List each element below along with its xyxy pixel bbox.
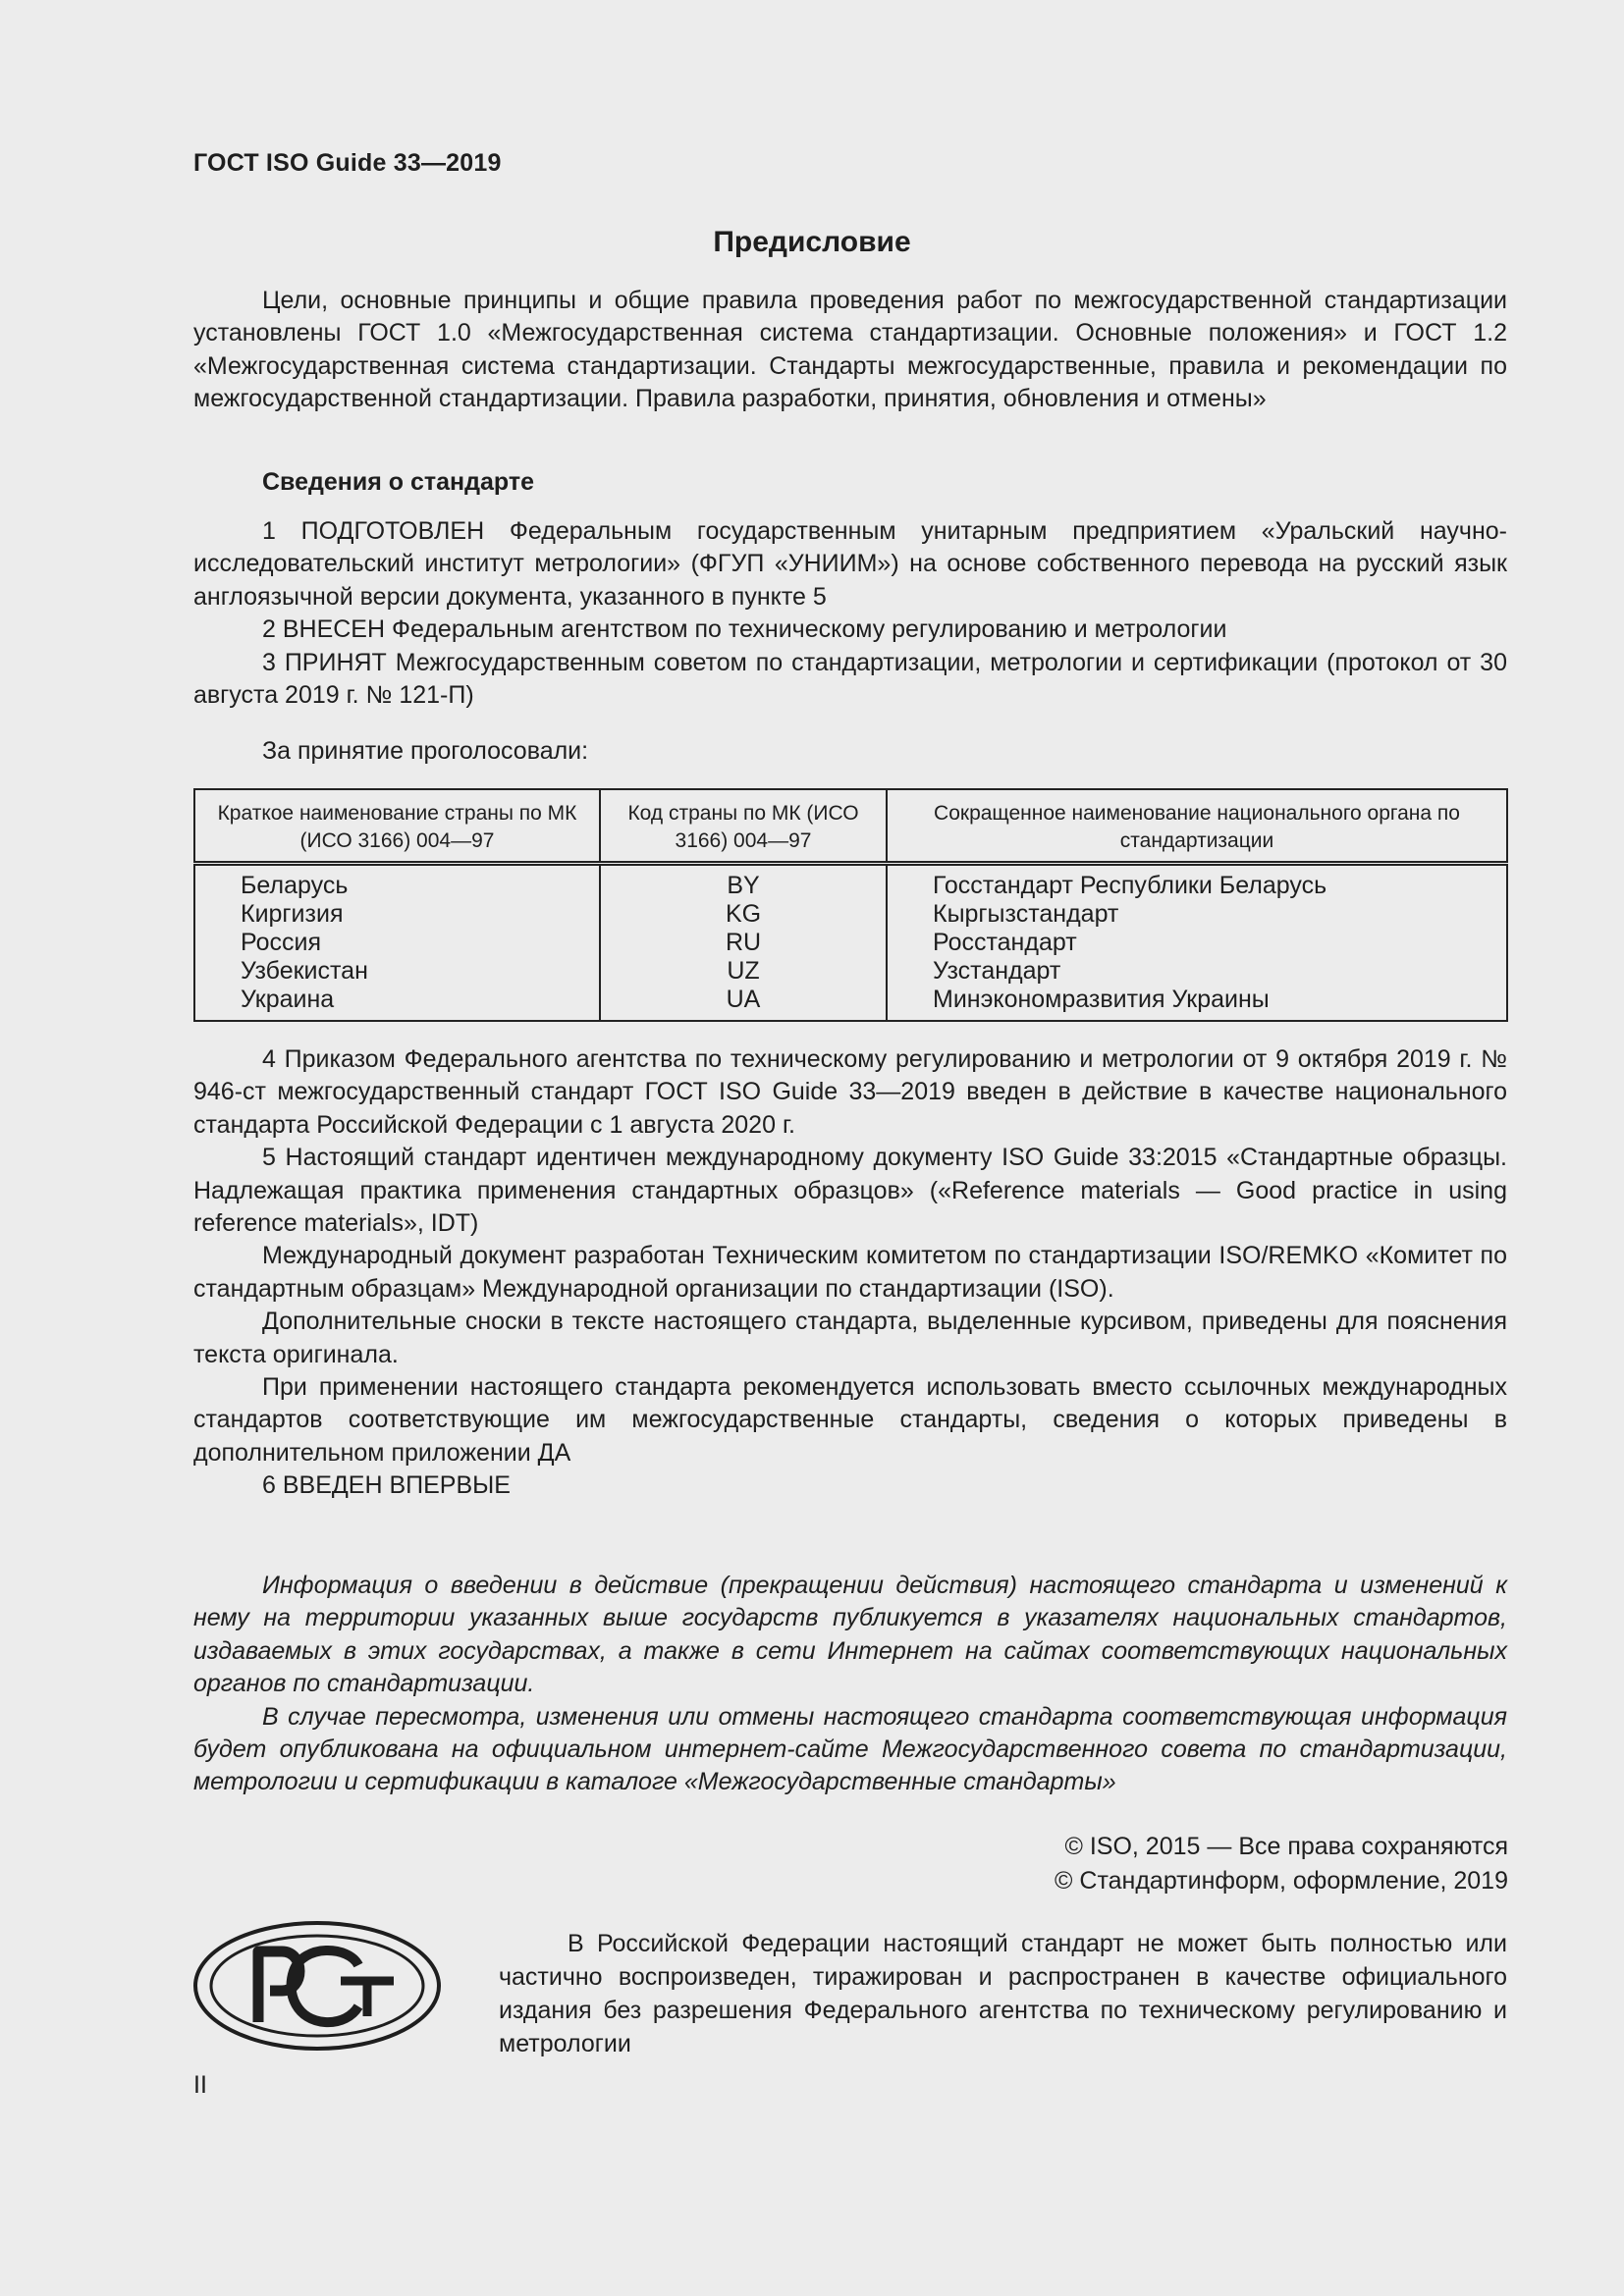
standards-body-name: Росстандарт <box>933 929 1077 956</box>
item-4-order: 4 Приказом Федерального агентства по техническому регулированию и метрологии от 9 октября 2019 г. № 946-ст межгосударственный стандарт ГОСТ ISO Guide 33—2019 введен в действие в качестве национального стандарта Российской Федерации с 1 августа 2020 г. <box>193 1045 1507 1139</box>
code-column <box>600 864 887 1022</box>
page-title: Предисловие <box>713 226 911 258</box>
standards-body-name: Госстандарт Республики Беларусь <box>933 872 1327 899</box>
rf-note-text: В Российской Федерации настоящий стандарт не может быть полностью или частично воспроизведен, тиражирован и распространен в качестве официального издания без разрешения Федерального агентства по техническому регулированию и метрологии <box>499 1930 1507 2057</box>
notice-paragraph-1: Информация о введении в действие (прекращении действия) настоящего стандарта и изменений к нему на территории указанных выше государств публикуется в указателях национальных стандартов, издаваемых в этих государствах, а также в сети Интернет на сайтах соответствующих национальных органов по стандартизации. <box>193 1572 1507 1698</box>
header-country-name: Краткое наименование страны по МК (ИСО 3166) 004—97 <box>194 789 600 864</box>
notice-paragraph-2: В случае пересмотра, изменения или отмены настоящего стандарта соответствующая информация будет опубликована на официальном интернет-сайте Межгосударственного совета по стандартизации, метрологии и сертификации в каталоге «Межгосударственные стандарты» <box>193 1702 1507 1796</box>
country-name: Узбекистан <box>241 957 368 985</box>
country-name: Киргизия <box>241 900 344 928</box>
org-column <box>887 864 1507 1022</box>
item-5-footnotes: Дополнительные сноски в тексте настоящего стандарта, выделенные курсивом, приведены для пояснения текста оригинала. <box>193 1308 1507 1368</box>
item-5-references: При применении настоящего стандарта рекомендуется использовать вместо ссылочных международных стандартов соответствующие им межгосударственные стандарты, сведения о которых приведены в дополнительном приложении ДА <box>193 1373 1507 1467</box>
table-row <box>194 864 1507 1022</box>
header-country-code: Код страны по МК (ИСО 3166) 004—97 <box>600 789 887 864</box>
country-name: Россия <box>241 929 321 956</box>
item-3-adopted: 3 ПРИНЯТ Межгосударственным советом по стандартизации, метрологии и сертификации (протокол от 30 августа 2019 г. № 121-П) <box>193 648 1507 710</box>
notice-section <box>193 1570 1507 1799</box>
country-code: RU <box>725 929 762 956</box>
country-code: UZ <box>727 957 760 985</box>
items-section-2 <box>193 1043 1507 1503</box>
intro-section <box>193 285 1507 416</box>
standards-body-name: Минэкономразвития Украины <box>933 986 1270 1013</box>
standards-body-name: Узстандарт <box>933 957 1061 985</box>
items-section-1 <box>193 515 1507 712</box>
country-code: UA <box>726 986 761 1013</box>
copyright-block <box>1055 1830 1508 1898</box>
voting-table <box>193 788 1508 1022</box>
rst-mark-icon <box>193 1920 441 2052</box>
rf-reproduction-note <box>499 1927 1507 2060</box>
country-column <box>194 864 600 1022</box>
intro-paragraph: Цели, основные принципы и общие правила проведения работ по межгосударственной стандартизации установлены ГОСТ 1.0 «Межгосударственная система стандартизации. Основные положения» и ГОСТ 1.2 «Межгосударственная система стандартизации. Стандарты межгосударственные, правила и рекомендации по межгосударственной стандартизации. Правила разработки, принятия, обновления и отмены» <box>193 287 1507 413</box>
copyright-standartinform: © Стандартинформ, оформление, 2019 <box>1055 1867 1508 1895</box>
vote-label: За принятие проголосовали: <box>262 737 589 765</box>
item-5-developer: Международный документ разработан Техническим комитетом по стандартизации ISO/REMKO «Комитет по стандартным образцам» Международной организации по стандартизации (ISO). <box>193 1242 1507 1303</box>
page-number: II <box>193 2071 207 2099</box>
item-6-first-introduced: 6 ВВЕДЕН ВПЕРВЫЕ <box>262 1471 511 1500</box>
document-header: ГОСТ ISO Guide 33—2019 <box>193 149 502 177</box>
country-code: BY <box>727 872 760 899</box>
item-5-identical: 5 Настоящий стандарт идентичен международному документу ISO Guide 33:2015 «Стандартные образцы. Надлежащая практика применения стандартных образцов» («Reference materials — Good practice in using reference materials», IDT) <box>193 1144 1507 1238</box>
standards-body-name: Кыргызстандарт <box>933 900 1119 928</box>
copyright-iso: © ISO, 2015 — Все права сохраняются <box>1064 1833 1508 1860</box>
table-header-row <box>194 789 1507 864</box>
country-code: KG <box>725 900 762 928</box>
standard-info-section <box>193 466 1507 499</box>
item-1-prepared: 1 ПОДГОТОВЛЕН Федеральным государственным унитарным предприятием «Уральский научно-исследовательский институт метрологии» (ФГУП «УНИИМ») на основе собственного перевода на русский язык англоязычной версии документа, указанного в пункте 5 <box>193 517 1507 611</box>
standard-info-heading: Сведения о стандарте <box>262 468 535 496</box>
country-name: Украина <box>241 986 335 1013</box>
vote-label-section <box>193 735 1507 768</box>
item-2-submitted: 2 ВНЕСЕН Федеральным агентством по техническому регулированию и метрологии <box>262 615 1227 644</box>
country-name: Беларусь <box>241 872 349 899</box>
header-standards-body: Сокращенное наименование национального органа по стандартизации <box>887 789 1507 864</box>
